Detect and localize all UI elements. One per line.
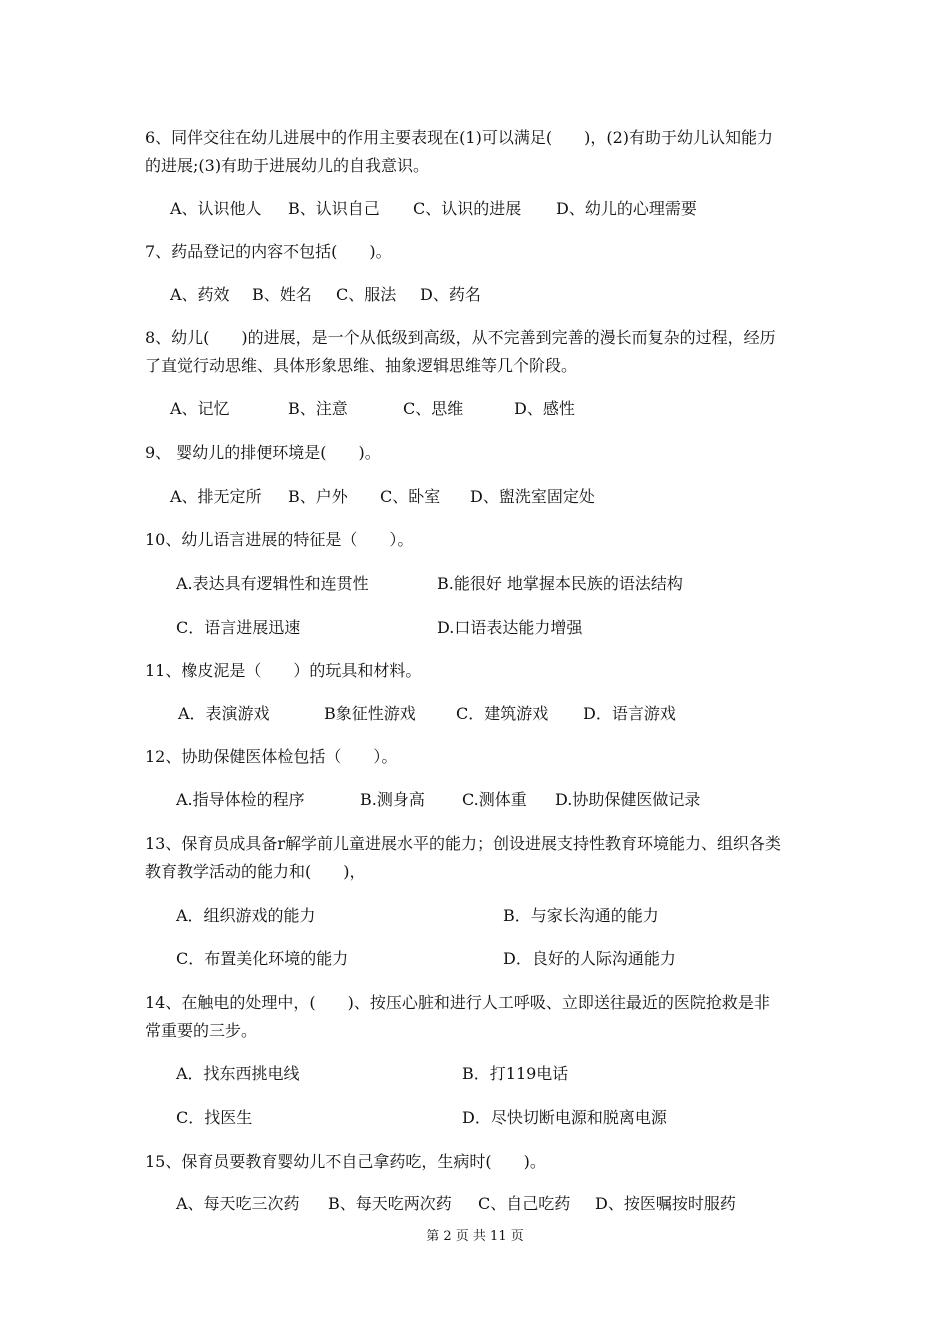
question-6-option-a: A、认识他人	[170, 199, 262, 218]
question-6-option-d: D、幼儿的心理需要	[556, 199, 697, 218]
question-11-line-1: 11、橡皮泥是（ ）的玩具和材料。	[145, 661, 422, 680]
question-9-option-b: B、户外	[288, 487, 348, 506]
question-7-option-a: A、药效	[170, 285, 230, 304]
question-13-option-c: C．布置美化环境的能力	[176, 949, 349, 968]
question-8-option-d: D、感性	[514, 399, 575, 418]
question-7-option-b: B、姓名	[252, 285, 312, 304]
question-15-option-b: B、每天吃两次药	[328, 1194, 452, 1213]
question-13-line-2: 教育教学活动的能力和( )，	[145, 862, 366, 881]
question-9-option-c: C、卧室	[380, 487, 441, 506]
question-12-line-1: 12、协助保健医体检包括（ ）。	[145, 747, 398, 766]
question-10-line-1: 10、幼儿语言进展的特征是（ ）。	[145, 530, 414, 549]
question-13-line-1: 13、保育员成具备r解学前儿童进展水平的能力；创设进展支持性教育环境能力、组织各类	[145, 834, 782, 853]
question-10-option-d: D.口语表达能力增强	[437, 618, 583, 637]
question-10-option-b: B.能很好 地掌握本民族的语法结构	[437, 574, 683, 593]
question-9-line-1: 9、 婴幼儿的排便环境是( )。	[145, 443, 381, 462]
question-6-option-c: C、认识的进展	[413, 199, 522, 218]
question-14-line-1: 14、在触电的处理中，( )、按压心脏和进行人工呼吸、立即送往最近的医院抢救是非	[145, 993, 770, 1012]
question-12-option-a: A.指导体检的程序	[176, 790, 305, 809]
question-11-option-a: A．表演游戏	[178, 704, 270, 723]
question-13-option-a: A．组织游戏的能力	[176, 906, 316, 925]
question-8-line-1: 8、幼儿( )的进展，是一个从低级到高级，从不完善到完善的漫长而复杂的过程，经历	[145, 328, 776, 347]
question-14-option-a: A．找东西挑电线	[176, 1064, 300, 1083]
question-15-line-1: 15、保育员要教育婴幼儿不自己拿药吃，生病时( )。	[145, 1152, 546, 1171]
question-8-line-2: 了直觉行动思维、具体形象思维、抽象逻辑思维等几个阶段。	[145, 356, 578, 375]
question-15-option-a: A、每天吃三次药	[176, 1194, 300, 1213]
question-11-option-b: B象征性游戏	[324, 704, 416, 723]
question-12-option-d: D.协助保健医做记录	[555, 790, 701, 809]
question-14-option-c: C．找医生	[176, 1108, 253, 1127]
question-12-option-c: C.测体重	[462, 790, 527, 809]
question-8-option-a: A、记忆	[170, 399, 230, 418]
question-12-option-b: B.测身高	[360, 790, 425, 809]
question-14-line-2: 常重要的三步。	[145, 1021, 258, 1040]
question-7-option-d: D、药名	[420, 285, 481, 304]
question-13-option-b: B．与家长沟通的能力	[503, 906, 659, 925]
question-6-option-b: B、认识自己	[288, 199, 380, 218]
question-8-option-c: C、思维	[403, 399, 464, 418]
page-footer: 第 2 页 共 11 页	[426, 1229, 524, 1244]
question-11-option-c: C．建筑游戏	[456, 704, 549, 723]
question-10-option-a: A.表达具有逻辑性和连贯性	[176, 574, 369, 593]
question-10-option-c: C．语言进展迅速	[176, 618, 301, 637]
question-14-option-b: B．打119电话	[462, 1064, 569, 1083]
question-6-line-2: 的进展;(3)有助于进展幼儿的自我意识。	[145, 156, 430, 175]
question-15-option-d: D、按医嘱按时服药	[595, 1194, 736, 1213]
question-6-line-1: 6、同伴交往在幼儿进展中的作用主要表现在(1)可以满足( )，(2)有助于幼儿认知能力	[145, 128, 773, 147]
question-9-option-a: A、排无定所	[170, 487, 262, 506]
question-14-option-d: D．尽快切断电源和脱离电源	[462, 1108, 667, 1127]
question-15-option-c: C、自己吃药	[478, 1194, 571, 1213]
question-8-option-b: B、注意	[288, 399, 348, 418]
question-13-option-d: D．良好的人际沟通能力	[503, 949, 676, 968]
question-7-line-1: 7、药品登记的内容不包括( )。	[145, 242, 392, 261]
question-9-option-d: D、盥洗室固定处	[470, 487, 595, 506]
question-7-option-c: C、服法	[336, 285, 397, 304]
question-11-option-d: D．语言游戏	[583, 704, 676, 723]
